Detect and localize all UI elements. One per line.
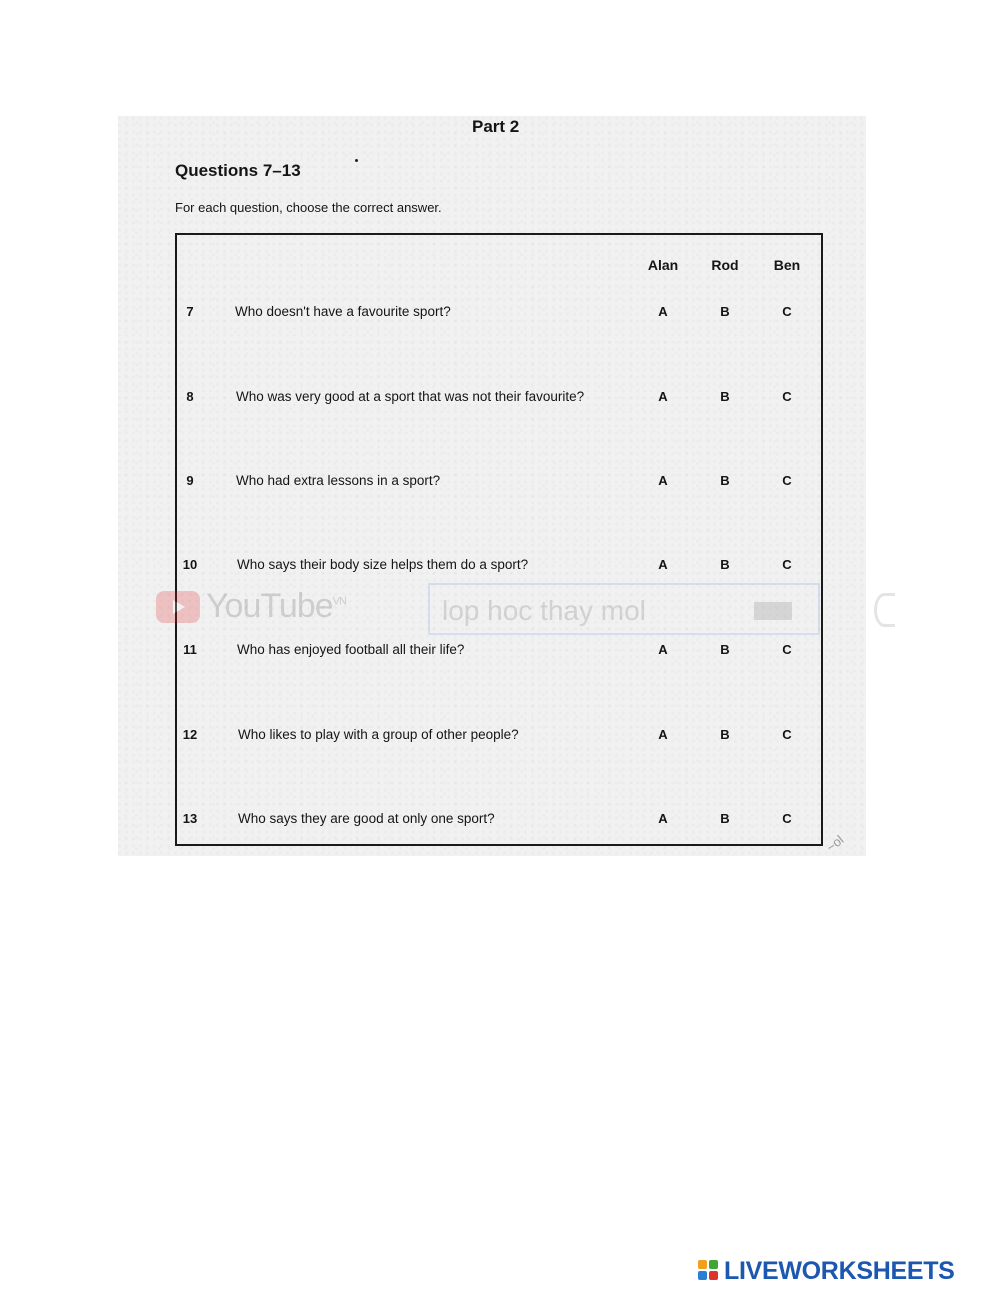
question-number: 11 bbox=[183, 642, 197, 657]
corner-stamp-mark: ~ol bbox=[823, 832, 847, 855]
option-a[interactable]: A bbox=[658, 557, 668, 572]
question-text: Who has enjoyed football all their life? bbox=[237, 642, 465, 657]
question-number: 12 bbox=[182, 727, 198, 742]
option-a[interactable]: A bbox=[658, 389, 668, 404]
option-a[interactable]: A bbox=[658, 473, 668, 488]
option-a[interactable]: A bbox=[658, 642, 668, 657]
option-b[interactable]: B bbox=[720, 642, 730, 657]
column-header-rod: Rod bbox=[711, 257, 739, 273]
question-number: 13 bbox=[182, 811, 198, 826]
option-b[interactable]: B bbox=[720, 473, 730, 488]
option-c[interactable]: C bbox=[782, 473, 792, 488]
option-a[interactable]: A bbox=[658, 727, 668, 742]
option-b[interactable]: B bbox=[720, 557, 730, 572]
question-text: Who says their body size helps them do a sport? bbox=[237, 557, 529, 572]
question-row bbox=[0, 389, 1000, 411]
option-b[interactable]: B bbox=[720, 811, 730, 826]
question-text: Who likes to play with a group of other people? bbox=[238, 727, 519, 742]
option-c[interactable]: C bbox=[782, 304, 792, 319]
question-text: Who was very good at a sport that was not their favourite? bbox=[236, 389, 585, 404]
question-number: 9 bbox=[186, 473, 194, 488]
option-c[interactable]: C bbox=[782, 389, 792, 404]
question-number: 10 bbox=[182, 557, 198, 572]
option-c[interactable]: C bbox=[782, 811, 792, 826]
question-row bbox=[0, 642, 1000, 664]
part-title: Part 2 bbox=[472, 117, 520, 136]
option-c[interactable]: C bbox=[782, 727, 792, 742]
question-row bbox=[0, 727, 1000, 749]
column-header-alan: Alan bbox=[647, 257, 679, 273]
watermark-search-text: lop hoc thay mol bbox=[442, 595, 646, 626]
instructions: For each question, choose the correct answer. bbox=[175, 200, 442, 215]
question-text: Who had extra lessons in a sport? bbox=[236, 473, 441, 488]
option-a[interactable]: A bbox=[658, 304, 668, 319]
questions-heading: Questions 7–13 bbox=[175, 161, 301, 180]
liveworksheets-icon bbox=[698, 1260, 720, 1282]
column-header-ben: Ben bbox=[773, 257, 801, 273]
option-c[interactable]: C bbox=[782, 642, 792, 657]
question-row bbox=[0, 304, 1000, 326]
option-b[interactable]: B bbox=[720, 389, 730, 404]
question-number: 7 bbox=[186, 304, 194, 319]
question-text: Who doesn't have a favourite sport? bbox=[235, 304, 451, 319]
question-row bbox=[0, 557, 1000, 579]
option-b[interactable]: B bbox=[720, 727, 730, 742]
search-circle-icon bbox=[874, 593, 895, 627]
liveworksheets-logo-text: LIVEWORKSHEETS bbox=[724, 1257, 955, 1285]
question-number: 8 bbox=[186, 389, 194, 404]
scan-speck bbox=[355, 159, 358, 162]
watermark-brand: YouTube$^{VN}$ bbox=[206, 587, 346, 625]
option-b[interactable]: B bbox=[720, 304, 730, 319]
question-row bbox=[0, 811, 1000, 833]
option-c[interactable]: C bbox=[782, 557, 792, 572]
option-a[interactable]: A bbox=[658, 811, 668, 826]
question-text: Who says they are good at only one sport? bbox=[238, 811, 495, 826]
question-row bbox=[0, 473, 1000, 495]
